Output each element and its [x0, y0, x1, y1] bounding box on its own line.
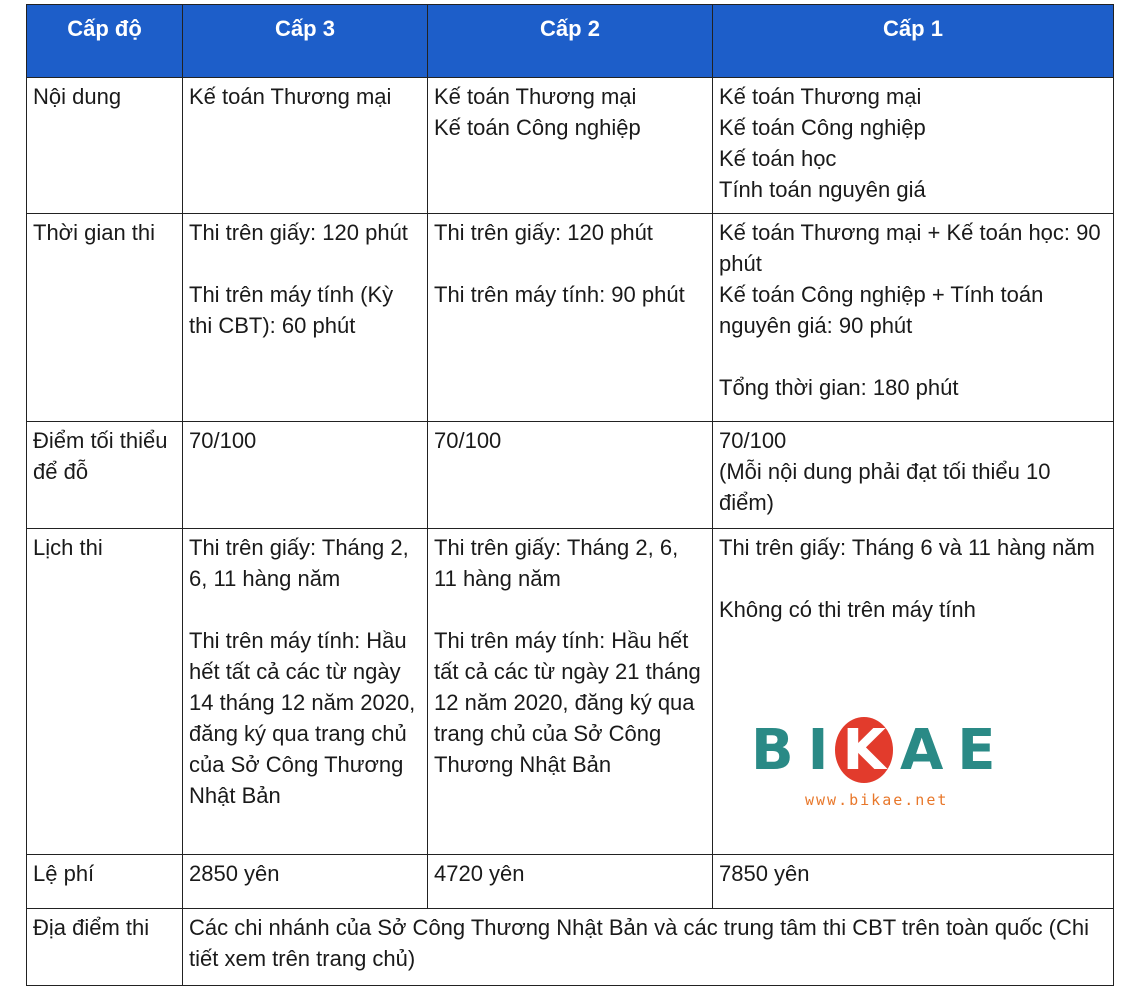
- header-level-1: Cấp 1: [713, 5, 1114, 78]
- row-label-content: Nội dung: [27, 78, 183, 214]
- cell-content-level-2: Kế toán Thương mại Kế toán Công nghiệp: [428, 78, 713, 214]
- bikae-logo: [751, 719, 1031, 809]
- table-row-location: [27, 909, 1114, 986]
- header-level-2: Cấp 2: [428, 5, 713, 78]
- logo-wordmark: BIKAE: [751, 718, 1010, 783]
- cell-pass-score-level-2: 70/100: [428, 422, 713, 529]
- cell-schedule-level-1: Thi trên giấy: Tháng 6 và 11 hàng năm Không có thi trên máy tính BIKAE www.bikae.net: [713, 529, 1114, 855]
- header-level-3: Cấp 3: [183, 5, 428, 78]
- cell-pass-score-level-3: 70/100: [183, 422, 428, 529]
- row-label-fee: Lệ phí: [27, 855, 183, 909]
- row-label-pass-score: Điểm tối thiểu để đỗ: [27, 422, 183, 529]
- row-label-schedule: Lịch thi: [27, 529, 183, 855]
- cell-duration-level-3: Thi trên giấy: 120 phút Thi trên máy tính (Kỳ thi CBT): 60 phút: [183, 214, 428, 422]
- cell-content-level-1: Kế toán Thương mại Kế toán Công nghiệp Kế toán học Tính toán nguyên giá: [713, 78, 1114, 214]
- row-label-location: Địa điểm thi: [27, 909, 183, 986]
- table-row-schedule: [27, 529, 1114, 855]
- logo-url: www.bikae.net: [805, 791, 949, 809]
- exam-comparison-table: [26, 4, 1114, 986]
- table-row-fee: [27, 855, 1114, 909]
- table-row-pass-score: [27, 422, 1114, 529]
- cell-schedule-level-3: Thi trên giấy: Tháng 2, 6, 11 hàng năm Thi trên máy tính: Hầu hết tất cả các từ ngày 14 tháng 12 năm 2020, đăng ký qua trang chủ của Sở Công Thương Nhật Bản: [183, 529, 428, 855]
- cell-schedule-level-2: Thi trên giấy: Tháng 2, 6, 11 hàng năm Thi trên máy tính: Hầu hết tất cả các từ ngày 21 tháng 12 năm 2020, đăng ký qua trang chủ của Sở Công Thương Nhật Bản: [428, 529, 713, 855]
- cell-location: Các chi nhánh của Sở Công Thương Nhật Bản và các trung tâm thi CBT trên toàn quốc (Chi tiết xem trên trang chủ): [183, 909, 1114, 986]
- row-label-duration: Thời gian thi: [27, 214, 183, 422]
- cell-pass-score-level-1: 70/100 (Mỗi nội dung phải đạt tối thiểu 10 điểm): [713, 422, 1114, 529]
- cell-fee-level-1: 7850 yên: [713, 855, 1114, 909]
- table-row-duration: [27, 214, 1114, 422]
- table-header-row: [27, 5, 1114, 78]
- cell-fee-level-3: 2850 yên: [183, 855, 428, 909]
- cell-content-level-3: Kế toán Thương mại: [183, 78, 428, 214]
- cell-duration-level-1: Kế toán Thương mại + Kế toán học: 90 phút Kế toán Công nghiệp + Tính toán nguyên giá: 90 phút Tổng thời gian: 180 phút: [713, 214, 1114, 422]
- header-level: Cấp độ: [27, 5, 183, 78]
- cell-duration-level-2: Thi trên giấy: 120 phút Thi trên máy tính: 90 phút: [428, 214, 713, 422]
- table-row-content: [27, 78, 1114, 214]
- logo-k-mark: K: [842, 718, 900, 783]
- cell-fee-level-2: 4720 yên: [428, 855, 713, 909]
